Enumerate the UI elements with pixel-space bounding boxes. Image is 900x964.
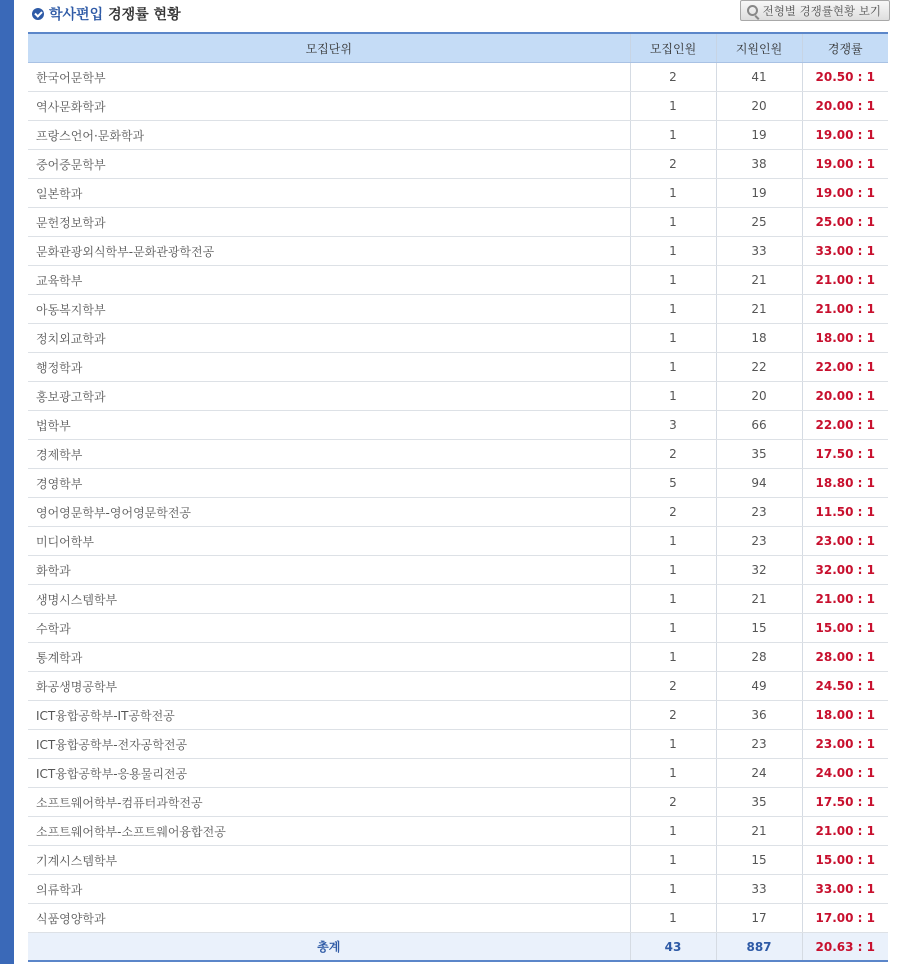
cell-recruit: 1: [630, 208, 716, 237]
cell-recruit: 1: [630, 121, 716, 150]
table-header-row: [28, 33, 888, 63]
table-row: [28, 208, 888, 237]
cell-applicants: 15: [716, 614, 802, 643]
cell-applicants: 22: [716, 353, 802, 382]
cell-applicants: 49: [716, 672, 802, 701]
title-rest: 경쟁률 현황: [108, 7, 181, 23]
total-row: [28, 933, 888, 962]
cell-unit: ICT융합공학부-응용물리전공: [28, 759, 630, 788]
table-row: [28, 150, 888, 179]
cell-rate: 33.00 : 1: [802, 875, 888, 904]
cell-rate: 20.50 : 1: [802, 63, 888, 92]
cell-unit: 홍보광고학과: [28, 382, 630, 411]
cell-applicants: 36: [716, 701, 802, 730]
table-row: [28, 295, 888, 324]
cell-rate: 19.00 : 1: [802, 179, 888, 208]
table-row: [28, 672, 888, 701]
cell-recruit: 1: [630, 324, 716, 353]
cell-unit: ICT융합공학부-IT공학전공: [28, 701, 630, 730]
table-row: [28, 63, 888, 92]
cell-rate: 18.80 : 1: [802, 469, 888, 498]
cell-recruit: 2: [630, 498, 716, 527]
cell-applicants: 28: [716, 643, 802, 672]
cell-rate: 17.50 : 1: [802, 440, 888, 469]
cell-recruit: 3: [630, 411, 716, 440]
cell-applicants: 23: [716, 527, 802, 556]
table-body: [28, 63, 888, 962]
cell-recruit: 1: [630, 92, 716, 121]
table-row: [28, 382, 888, 411]
table-row: [28, 469, 888, 498]
cell-recruit: 1: [630, 904, 716, 933]
cell-applicants: 35: [716, 788, 802, 817]
table-row: [28, 730, 888, 759]
cell-recruit: 2: [630, 440, 716, 469]
cell-rate: 28.00 : 1: [802, 643, 888, 672]
cell-recruit: 1: [630, 846, 716, 875]
table-row: [28, 121, 888, 150]
cell-rate: 15.00 : 1: [802, 846, 888, 875]
cell-applicants: 20: [716, 382, 802, 411]
cell-rate: 32.00 : 1: [802, 556, 888, 585]
cell-unit: 영어영문학부-영어영문학전공: [28, 498, 630, 527]
competition-rate-table: [28, 32, 888, 962]
cell-rate: 19.00 : 1: [802, 150, 888, 179]
cell-recruit: 1: [630, 730, 716, 759]
cell-recruit: 1: [630, 614, 716, 643]
search-icon: [747, 5, 758, 16]
cell-rate: 24.50 : 1: [802, 672, 888, 701]
cell-rate: 20.00 : 1: [802, 382, 888, 411]
cell-applicants: 19: [716, 121, 802, 150]
cell-recruit: 5: [630, 469, 716, 498]
table-row: [28, 179, 888, 208]
table-row: [28, 788, 888, 817]
cell-rate: 18.00 : 1: [802, 701, 888, 730]
table-row: [28, 875, 888, 904]
cell-recruit: 1: [630, 237, 716, 266]
cell-applicants: 17: [716, 904, 802, 933]
cell-rate: 21.00 : 1: [802, 817, 888, 846]
cell-recruit: 2: [630, 150, 716, 179]
cell-recruit: 1: [630, 382, 716, 411]
cell-recruit: 1: [630, 817, 716, 846]
cell-recruit: 1: [630, 875, 716, 904]
cell-unit: 역사문화학과: [28, 92, 630, 121]
cell-unit: 법학부: [28, 411, 630, 440]
cell-applicants: 19: [716, 179, 802, 208]
table-row: [28, 904, 888, 933]
left-accent-bar: [0, 0, 14, 964]
cell-unit: 식품영양학과: [28, 904, 630, 933]
section-title: [32, 4, 181, 24]
cell-rate: 17.50 : 1: [802, 788, 888, 817]
cell-applicants: 94: [716, 469, 802, 498]
cell-applicants: 21: [716, 817, 802, 846]
cell-applicants: 24: [716, 759, 802, 788]
table-row: [28, 237, 888, 266]
check-circle-icon: [32, 8, 44, 20]
cell-rate: 24.00 : 1: [802, 759, 888, 788]
cell-rate: 21.00 : 1: [802, 585, 888, 614]
cell-rate: 18.00 : 1: [802, 324, 888, 353]
cell-recruit: 1: [630, 353, 716, 382]
cell-applicants: 23: [716, 730, 802, 759]
cell-recruit: 1: [630, 179, 716, 208]
cell-unit: 소프트웨어학부-컴퓨터과학전공: [28, 788, 630, 817]
table-row: [28, 643, 888, 672]
cell-rate: 21.00 : 1: [802, 295, 888, 324]
column-header-applicants: 지원인원: [716, 33, 802, 63]
table-row: [28, 266, 888, 295]
cell-unit: 통계학과: [28, 643, 630, 672]
cell-unit: 교육학부: [28, 266, 630, 295]
table-row: [28, 701, 888, 730]
cell-unit: 프랑스언어·문화학과: [28, 121, 630, 150]
table-row: [28, 556, 888, 585]
cell-unit: 수학과: [28, 614, 630, 643]
total-label: 총계: [28, 933, 630, 962]
cell-recruit: 1: [630, 643, 716, 672]
cell-recruit: 1: [630, 556, 716, 585]
cell-rate: 21.00 : 1: [802, 266, 888, 295]
table-row: [28, 324, 888, 353]
table-row: [28, 498, 888, 527]
table-row: [28, 92, 888, 121]
cell-recruit: 2: [630, 788, 716, 817]
cell-unit: 화학과: [28, 556, 630, 585]
cell-rate: 19.00 : 1: [802, 121, 888, 150]
table-row: [28, 353, 888, 382]
cell-applicants: 41: [716, 63, 802, 92]
cell-applicants: 18: [716, 324, 802, 353]
cell-applicants: 20: [716, 92, 802, 121]
table-row: [28, 759, 888, 788]
cell-unit: 정치외교학과: [28, 324, 630, 353]
cell-unit: 문화관광외식학부-문화관광학전공: [28, 237, 630, 266]
table-row: [28, 585, 888, 614]
cell-applicants: 21: [716, 266, 802, 295]
cell-unit: 기계시스템학부: [28, 846, 630, 875]
cell-applicants: 23: [716, 498, 802, 527]
column-header-rate: 경쟁률: [802, 33, 888, 63]
cell-recruit: 1: [630, 266, 716, 295]
total-rate: 20.63 : 1: [802, 933, 888, 962]
table-row: [28, 527, 888, 556]
cell-rate: 22.00 : 1: [802, 353, 888, 382]
cell-unit: 미디어학부: [28, 527, 630, 556]
cell-unit: 화공생명공학부: [28, 672, 630, 701]
cell-rate: 22.00 : 1: [802, 411, 888, 440]
cell-rate: 23.00 : 1: [802, 527, 888, 556]
cell-applicants: 15: [716, 846, 802, 875]
cell-applicants: 35: [716, 440, 802, 469]
table-row: [28, 440, 888, 469]
cell-rate: 33.00 : 1: [802, 237, 888, 266]
title-accent: 학사편입: [49, 7, 104, 23]
cell-unit: 의류학과: [28, 875, 630, 904]
cell-recruit: 2: [630, 63, 716, 92]
cell-rate: 25.00 : 1: [802, 208, 888, 237]
cell-unit: 생명시스템학부: [28, 585, 630, 614]
column-header-recruit: 모집인원: [630, 33, 716, 63]
cell-recruit: 1: [630, 295, 716, 324]
section-header: [30, 0, 890, 28]
cell-recruit: 2: [630, 672, 716, 701]
cell-recruit: 1: [630, 759, 716, 788]
table-row: [28, 411, 888, 440]
cell-unit: 한국어문학부: [28, 63, 630, 92]
cell-recruit: 2: [630, 701, 716, 730]
cell-rate: 11.50 : 1: [802, 498, 888, 527]
cell-rate: 20.00 : 1: [802, 92, 888, 121]
column-header-unit: 모집단위: [28, 33, 630, 63]
cell-recruit: 1: [630, 527, 716, 556]
cell-unit: 행정학과: [28, 353, 630, 382]
table-row: [28, 817, 888, 846]
cell-applicants: 33: [716, 237, 802, 266]
cell-unit: 경제학부: [28, 440, 630, 469]
view-by-type-button-label: 전형별 경쟁률현황 보기: [762, 3, 881, 18]
total-applicants: 887: [716, 933, 802, 962]
cell-applicants: 66: [716, 411, 802, 440]
cell-rate: 15.00 : 1: [802, 614, 888, 643]
cell-unit: 소프트웨어학부-소프트웨어융합전공: [28, 817, 630, 846]
cell-unit: 문헌정보학과: [28, 208, 630, 237]
cell-unit: 일본학과: [28, 179, 630, 208]
view-by-type-button[interactable]: [740, 0, 890, 21]
cell-applicants: 33: [716, 875, 802, 904]
cell-applicants: 21: [716, 295, 802, 324]
table-row: [28, 846, 888, 875]
cell-unit: 중어중문학부: [28, 150, 630, 179]
total-recruit: 43: [630, 933, 716, 962]
cell-applicants: 32: [716, 556, 802, 585]
cell-rate: 17.00 : 1: [802, 904, 888, 933]
cell-rate: 23.00 : 1: [802, 730, 888, 759]
cell-unit: 아동복지학부: [28, 295, 630, 324]
cell-unit: 경영학부: [28, 469, 630, 498]
cell-recruit: 1: [630, 585, 716, 614]
cell-applicants: 38: [716, 150, 802, 179]
table-row: [28, 614, 888, 643]
cell-unit: ICT융합공학부-전자공학전공: [28, 730, 630, 759]
cell-applicants: 21: [716, 585, 802, 614]
cell-applicants: 25: [716, 208, 802, 237]
